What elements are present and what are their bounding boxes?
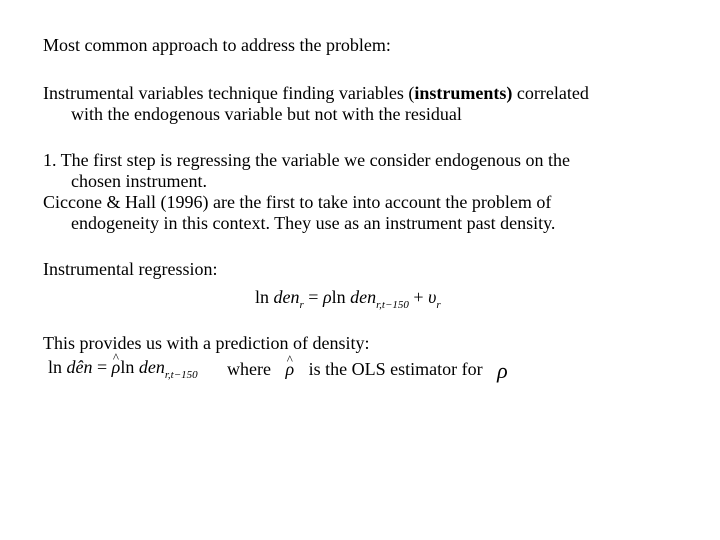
intro-line: Most common approach to address the problem: bbox=[43, 35, 391, 55]
instrumental-line-2: with the endogenous variable but not with the residual bbox=[71, 104, 462, 124]
ciccone-line-1: Ciccone & Hall (1996) are the first to take into account the problem of bbox=[43, 192, 552, 212]
intro-text bbox=[43, 35, 683, 56]
instruments-bold: instruments) bbox=[414, 83, 513, 103]
step1-line-1: 1. The first step is regressing the variable we consider endogenous on the bbox=[43, 150, 571, 170]
formula-upsilon: υ bbox=[428, 287, 437, 307]
pred-where: where bbox=[227, 359, 271, 379]
pred-den: den bbox=[138, 357, 165, 377]
pred-sub: r,t−150 bbox=[164, 369, 198, 381]
regression-formula bbox=[255, 287, 441, 311]
formula-sub-2: r,t−150 bbox=[376, 299, 409, 311]
formula-plus: + bbox=[413, 287, 424, 307]
instrumental-before: Instrumental variables technique finding variables ( bbox=[43, 83, 415, 103]
formula-den-2: den bbox=[350, 287, 377, 307]
regression-label bbox=[43, 259, 683, 280]
prediction-label-text: This provides us with a prediction of density: bbox=[43, 333, 370, 353]
formula-rho: ρ bbox=[322, 287, 332, 307]
pred-rho-end: ρ bbox=[497, 358, 508, 383]
pred-eq: = bbox=[97, 357, 108, 377]
pred-ols-text: is the OLS estimator for bbox=[308, 359, 483, 379]
regression-label-text: Instrumental regression: bbox=[43, 259, 218, 279]
formula-ln-1: ln bbox=[255, 287, 270, 307]
pred-dhat: dên bbox=[66, 357, 93, 377]
formula-sub-1: r bbox=[299, 299, 304, 311]
instrumental-line-1 bbox=[43, 83, 683, 104]
formula-sub-3: r bbox=[436, 299, 441, 311]
ciccone-line-2: endogeneity in this context. They use as an instrument past density. bbox=[71, 213, 556, 233]
step1-line-2: chosen instrument. bbox=[71, 171, 207, 191]
pred-rhohat-2: ^ ρ bbox=[285, 359, 294, 380]
prediction-formula bbox=[48, 357, 198, 381]
pred-rhohat: ^ ρ bbox=[112, 357, 121, 378]
pred-ln-2: ln bbox=[120, 357, 135, 377]
prediction-where-clause bbox=[227, 357, 508, 383]
instrumental-after: correlated bbox=[512, 83, 589, 103]
step1-paragraph bbox=[43, 150, 683, 192]
instrumental-paragraph bbox=[43, 83, 683, 125]
prediction-label bbox=[43, 333, 683, 354]
ciccone-paragraph bbox=[43, 192, 683, 234]
formula-eq: = bbox=[308, 287, 319, 307]
formula-ln-2: ln bbox=[331, 287, 346, 307]
formula-den-1: den bbox=[273, 287, 300, 307]
pred-ln-1: ln bbox=[48, 357, 63, 377]
